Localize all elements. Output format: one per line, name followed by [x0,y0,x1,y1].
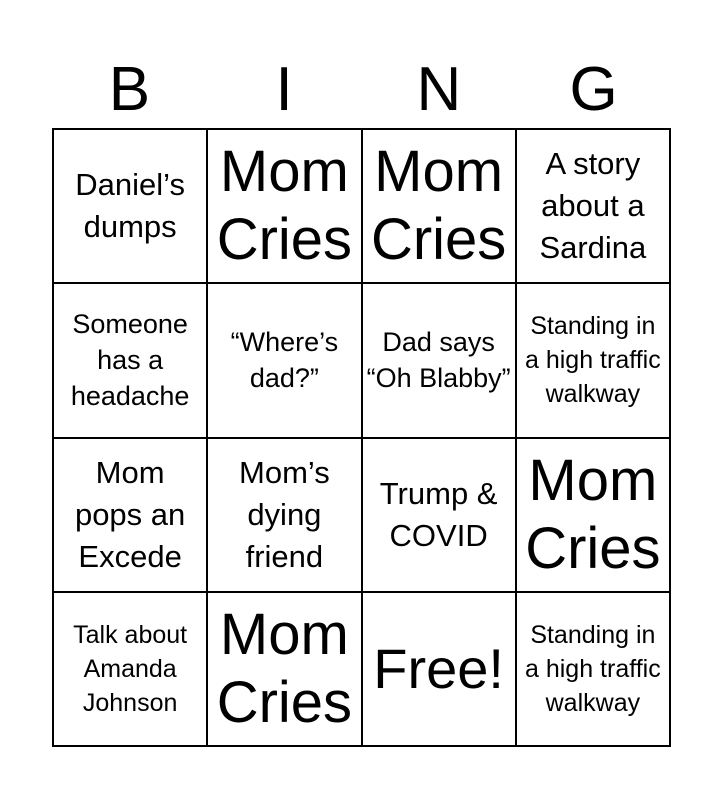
bingo-cell[interactable] [53,592,207,746]
bingo-header [52,52,671,128]
bingo-cell[interactable] [362,129,516,283]
bingo-cell[interactable] [362,438,516,592]
cell-text: Someone has a headache [70,309,190,412]
cell-text: Standing in a high traffic walkway [525,620,661,717]
bingo-cell[interactable] [516,438,670,592]
bingo-cell[interactable] [362,283,516,437]
bingo-cell[interactable] [53,283,207,437]
free-space-cell[interactable] [362,592,516,746]
header-letter-i: I [275,55,293,124]
bingo-board [52,128,671,747]
bingo-cell[interactable] [53,438,207,592]
cell-text: Mom’s dying friend [239,454,330,574]
header-letter-n: N [416,55,462,124]
header-letter-g: G [569,55,618,124]
cell-text: Dad says “Oh Blabby” [366,327,511,394]
bingo-cell[interactable] [207,283,361,437]
cell-text: Standing in a high traffic walkway [525,312,661,409]
bingo-cell[interactable] [516,592,670,746]
cell-text: Free! [373,636,504,700]
bingo-cell[interactable] [516,129,670,283]
cell-text: Mom pops an Excede [74,454,186,574]
cell-text: A story about a Sardina [539,146,647,266]
header-letter-b: B [108,55,151,124]
bingo-cell[interactable] [207,129,361,283]
cell-text: Mom Cries [525,447,661,581]
cell-text: Mom Cries [370,139,507,273]
cell-text: Trump & COVID [379,475,498,553]
bingo-cell[interactable] [516,283,670,437]
bingo-cell[interactable] [53,129,207,283]
cell-text: Mom Cries [216,139,353,273]
cell-text: “Where’s dad?” [230,327,339,394]
bingo-cell[interactable] [207,438,361,592]
cell-text: Daniel’s dumps [75,167,185,245]
bingo-cell[interactable] [207,592,361,746]
cell-text: Mom Cries [216,601,353,735]
cell-text: Talk about Amanda Johnson [73,620,188,717]
